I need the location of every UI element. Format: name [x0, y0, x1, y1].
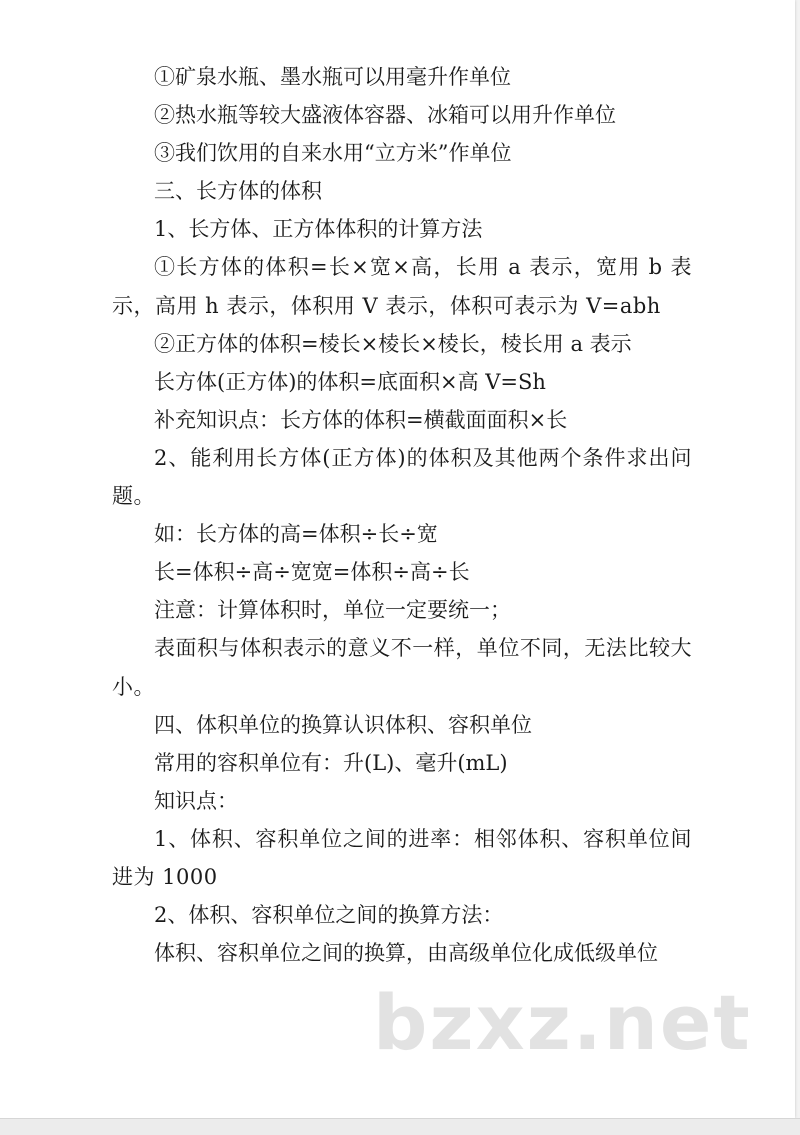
paragraph: 2、体积、容积单位之间的换算方法： — [154, 903, 504, 928]
paragraph: ①矿泉水瓶、墨水瓶可以用毫升作单位 — [154, 65, 511, 89]
paragraph: ②热水瓶等较大盛液体容器、冰箱可以用升作单位 — [154, 103, 616, 128]
section-heading: 三、长方体的体积 — [154, 179, 322, 204]
paragraph: 长方体(正方体)的体积=底面积×高 V=Sh — [154, 369, 546, 394]
paragraph: 注意：计算体积时，单位一定要统一； — [154, 598, 511, 623]
viewer-bottom-edge — [0, 1118, 800, 1135]
paragraph: 表面积与体积表示的意义不一样，单位不同，无法比较大小。 — [112, 636, 692, 699]
paragraph: ①长方体的体积=长×宽×高，长用 a 表示，宽用 b 表示，高用 h 表示，体积用 V 表示，体积可表示为 V=abh — [112, 255, 692, 318]
paragraph: 知识点： — [154, 788, 238, 813]
paragraph: 补充知识点：长方体的体积=横截面面积×长 — [154, 407, 568, 432]
paragraph: 长=体积÷高÷宽宽=体积÷高÷长 — [154, 560, 470, 585]
watermark-logo: bzxz.net — [373, 978, 752, 1067]
subsection-heading: 2、能利用长方体(正方体)的体积及其他两个条件求出问题。 — [112, 445, 692, 509]
paragraph: ③我们饮用的自来水用“立方米”作单位 — [154, 141, 512, 166]
paragraph: 1、体积、容积单位之间的进率：相邻体积、容积单位间进为 1000 — [112, 826, 692, 889]
paragraph: 体积、容积单位之间的换算，由高级单位化成低级单位 — [154, 941, 658, 966]
section-heading: 四、体积单位的换算认识体积、容积单位 — [154, 712, 532, 737]
paragraph: 常用的容积单位有：升(L)、毫升(mL) — [154, 750, 508, 775]
paragraph: ②正方体的体积=棱长×棱长×棱长，棱长用 a 表示 — [154, 331, 632, 356]
paragraph: 如：长方体的高=体积÷长÷宽 — [154, 522, 438, 547]
document-body — [112, 58, 692, 972]
subsection-heading: 1、长方体、正方体体积的计算方法 — [154, 217, 483, 242]
